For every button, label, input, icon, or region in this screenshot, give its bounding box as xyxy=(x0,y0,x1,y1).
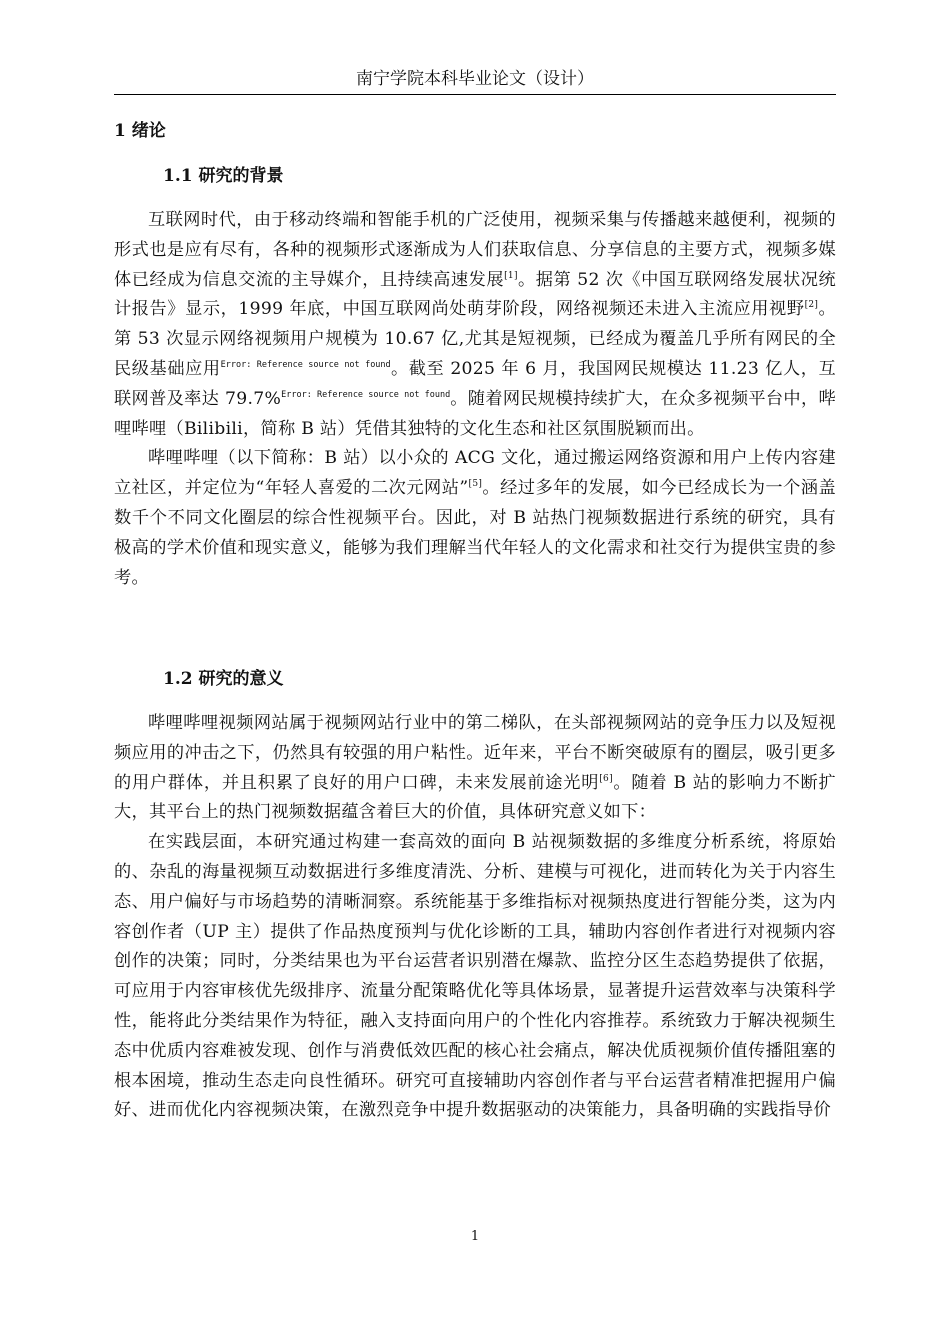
chapter-heading: 1 绪论 xyxy=(114,121,166,141)
text-run: 。经过多年的发展，如今已经成长为一个涵盖数千个不同文化圈层的综合性视频平台。因此，对 B 站热门视频数据进行系统的研究，具有极高的学术价值和现实意义，能够为我们理解当代年轻人的文化需求和社交行为提供宝贵的参考。 xyxy=(114,478,836,588)
citation-mark: [5] xyxy=(468,479,483,490)
text-run: 。第 53 次显示网络视频用户规模为 10.67 亿,尤其是短视频，已经成为覆盖几乎所有网民的全民级基础应用 xyxy=(114,299,836,379)
text-run: 哔哩哔哩视频网站属于视频网站行业中的第二梯队，在头部视频网站的竞争压力以及短视频应用的冲击之下，仍然具有较强的用户粘性。近年来，平台不断突破原有的圈层，吸引更多的用户群体，并且积累了良好的用户口碑，未来发展前途光明 xyxy=(114,713,836,793)
text-run: 。随着 B 站的影响力不断扩大，其平台上的热门视频数据蕴含着巨大的价值，具体研究意义如下： xyxy=(114,772,836,823)
text-run: 。据第 52 次《中国互联网络发展状况统计报告》显示，1999 年底，中国互联网尚处萌芽阶段，网络视频还未进入主流应用视野 xyxy=(114,269,836,320)
text-run: 互联网时代，由于移动终端和智能手机的广泛使用，视频采集与传播越来越便利，视频的形式也是应有尽有，各种的视频形式逐渐成为人们获取信息、分享信息的主要方式，视频多媒体已经成为信息交流的主导媒介，且持续高速发展 xyxy=(114,210,836,290)
text-run: 。截至 2025 年 6 月，我国网民规模达 11.23 亿人，互联网普及率达 79.7% xyxy=(114,358,836,409)
reference-error: Error: Reference source not found xyxy=(281,389,451,400)
reference-error: Error: Reference source not found xyxy=(220,359,391,370)
section-heading-1-1: 1.1 研究的背景 xyxy=(163,166,284,186)
text-run: 。随着网民规模持续扩大，在众多视频平台中，哔哩哔哩（Bilibili，简称 B 站）凭借其独特的文化生态和社区氛围脱颖而出。 xyxy=(114,388,836,439)
page-number: 1 xyxy=(470,1229,480,1244)
paragraph xyxy=(114,206,836,444)
running-head: 南宁学院本科毕业论文（设计） xyxy=(114,64,836,95)
section-heading-1-2: 1.2 研究的意义 xyxy=(163,669,284,689)
citation-mark: [6] xyxy=(599,773,613,784)
paragraph xyxy=(114,709,836,828)
paragraph xyxy=(114,444,836,593)
section-1-1-body xyxy=(114,206,836,593)
section-1-2-body xyxy=(114,709,836,1126)
citation-mark: [1] xyxy=(504,270,518,281)
citation-mark: [2] xyxy=(804,300,819,311)
paragraph: 在实践层面，本研究通过构建一套高效的面向 B 站视频数据的多维度分析系统，将原始的、杂乱的海量视频互动数据进行多维度清洗、分析、建模与可视化，进而转化为关于内容生态、用户偏好与市场趋势的清晰洞察。系统能基于多维指标对视频热度进行智能分类，这为内容创作者（UP 主）提供了作品热度预判与优化诊断的工具，辅助内容创作者进行对视频内容创作的决策；同时，分类结果也为平台运营者识别潜在爆款、监控分区生态趋势提供了依据，可应用于内容审核优先级排序、流量分配策略优化等具体场景，显著提升运营效率与决策科学性，能将此分类结果作为特征，融入支持面向用户的个性化内容推荐。系统致力于解决视频生态中优质内容难被发现、创作与消费低效匹配的核心社会痛点，解决优质视频价值传播阻塞的根本困境，推动生态走向良性循环。研究可直接辅助内容创作者与平台运营者精准把握用户偏好、进而优化内容视频决策，在激烈竞争中提升数据驱动的决策能力，具备明确的实践指导价 xyxy=(114,832,836,1121)
text-run: 哔哩哔哩（以下简称：B 站）以小众的 ACG 文化，通过搬运网络资源和用户上传内容建立社区，并定位为“年轻人喜爱的二次元网站” xyxy=(114,448,836,499)
